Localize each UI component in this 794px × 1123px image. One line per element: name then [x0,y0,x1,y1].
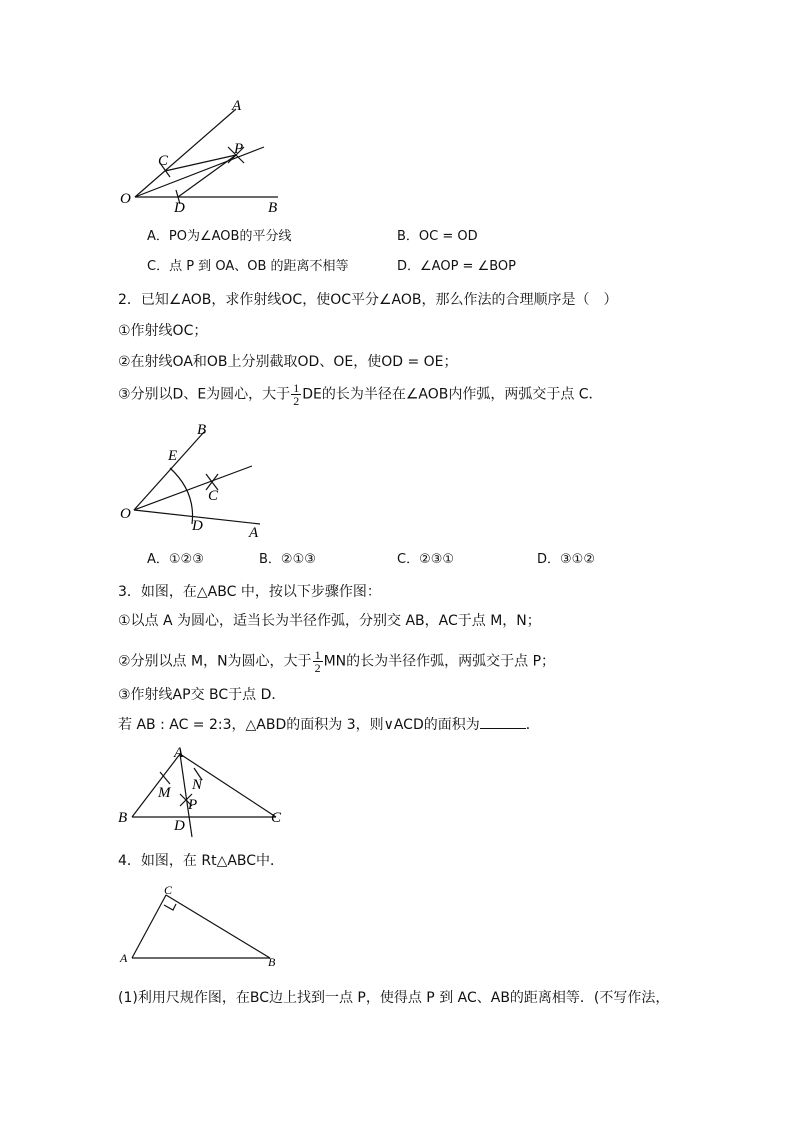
q2-stem: 2．已知∠AOB，求作射线OC，使OC平分∠AOB，那么作法的合理顺序是（ ） [118,292,618,308]
q4-figure [112,882,287,972]
q3-figure [112,742,292,842]
q2-figure [112,418,272,543]
q1-figure [110,95,290,215]
q4-label-c: C [164,883,173,897]
q2-label-b: B [197,422,207,438]
q1-label-c: C [158,153,169,169]
q2-option-c[interactable]: C．②③① [397,552,455,567]
q1-label-b: B [268,200,278,215]
q3-label-d: D [174,818,185,834]
q4-part-1: (1)利用尺规作图，在BC边上找到一点 P，使得点 P 到 AC、AB的距离相等．(不写作法， [118,990,670,1006]
q1-option-a[interactable]: A．PO为∠AOB的平分线 [147,229,292,244]
q3-label-b: B [118,810,128,826]
q1-option-d[interactable]: D．∠AOP = ∠BOP [397,259,516,274]
q3-label-c: C [271,810,282,826]
q1-label-a: A [232,98,242,114]
q4-label-a: A [120,951,128,965]
q3-label-m: M [158,785,171,801]
q2-label-c: C [208,488,219,504]
q3-fraction: $\frac{1}{2}$ [314,648,321,675]
q2-label-o: O [120,506,131,522]
q2-label-e: E [168,448,178,464]
q4-label-b: B [268,955,276,969]
q1-label-p: P [234,141,244,157]
q3-step-3: ③作射线AP交 BC于点 D． [118,687,286,703]
q2-step-3: ③分别以D、E为圆心，大于 $\frac{1}{2}$ DE的长为半径在∠AOB内作弧，两弧交于点 C． [118,381,603,408]
q2-option-d[interactable]: D．③①② [537,552,595,567]
q2-label-d: D [192,518,203,534]
q2-label-a: A [249,525,259,541]
q2-step-2: ②在射线OA和OB上分别截取OD、OE，使OD = OE； [118,354,458,370]
q1-label-d: D [174,200,185,215]
q3-label-p: P [188,797,198,813]
q3-step-2: ②分别以点 M，N为圆心，大于 $\frac{1}{2}$ MN的长为半径作弧，两弧交于点 P； [118,648,556,675]
q3-label-n: N [192,777,203,793]
answer-blank[interactable] [480,716,526,729]
q2-option-a[interactable]: A．①②③ [147,552,204,567]
q1-option-b[interactable]: B．OC = OD [397,229,478,244]
q3-question: 若 AB : AC = 2:3，△ABD的面积为 3，则∨ACD的面积为 ． [118,717,540,733]
q3-stem: 3．如图，在△ABC 中，按以下步骤作图： [118,584,381,600]
q2-option-b[interactable]: B．②①③ [259,552,316,567]
q2-step-1: ①作射线OC； [118,323,208,339]
q1-option-c[interactable]: C．点 P 到 OA、OB 的距离不相等 [147,259,349,274]
q3-label-a: A [174,745,184,761]
q1-label-o: O [120,191,131,207]
q4-stem: 4．如图，在 Rt△ABC中． [118,853,285,869]
q2-fraction: $\frac{1}{2}$ [293,381,300,408]
q3-step-1: ①以点 A 为圆心，适当长为半径作弧，分别交 AB，AC于点 M，N； [118,613,541,629]
